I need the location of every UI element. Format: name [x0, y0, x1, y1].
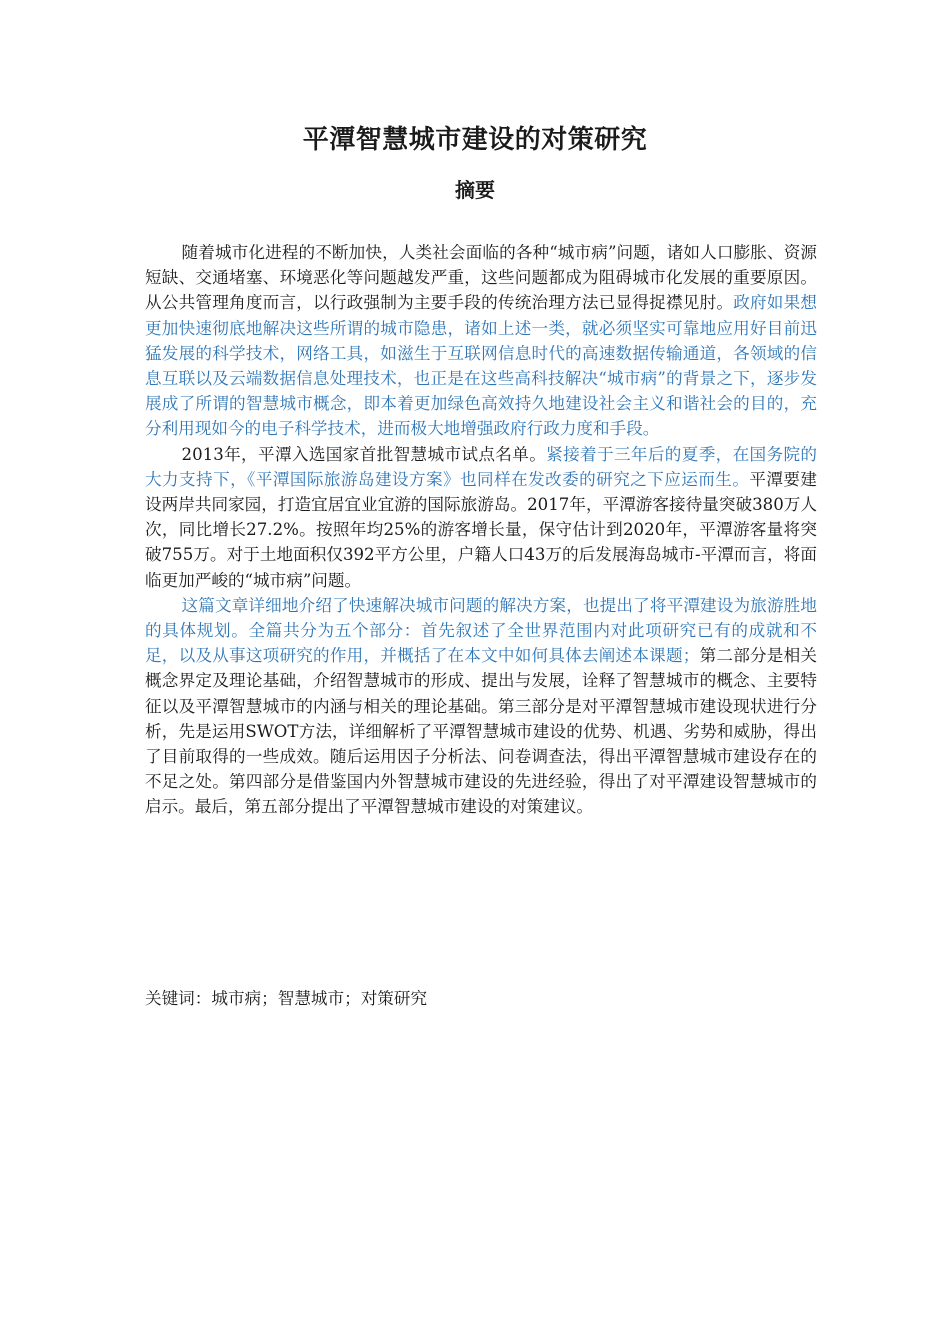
abstract-body [145, 240, 817, 820]
paragraph-text: 2013年，平潭入选国家首批智慧城市试点名单。 [181, 444, 547, 464]
paragraph-text: 平潭要建设两岸共同家园，打造宜居宜业宜游的国际旅游岛。2017年，平潭游客接待量突破380万人次，同比增长27.2%。按照年均25%的游客增长量，保守估计到2020年，平潭游客量将突破755万。对于土地面积仅392平方公里，户籍人口43万的后发展海岛城市-平潭而言，将面临更加严峻的“城市病”问题。 [145, 469, 818, 590]
highlighted-text: 这篇文章详细地介绍了快速解决城市问题的解决方案，也提出了将平潭建设为旅游胜地的具体规划。全篇共分为五个部分：首先叙述了全世界范围内对此项研究已有的成就和不足，以及从事这项研究的作用，并概括了在本文中如何具体去阐述本课题； [145, 595, 817, 666]
abstract-paragraph-2 [145, 442, 817, 593]
highlighted-text: 政府如果想更加快速彻底地解决这些所谓的城市隐患，诸如上述一类，就必须坚实可靠地应用好目前迅猛发展的科学技术，网络工具，如滋生于互联网信息时代的高速数据传输通道，各领域的信息互联以及云端数据信息处理技术，也正是在这些高科技解决“城市病”的背景之下，逐步发展成了所谓的智慧城市概念，即本着更加绿色高效持久地建设社会主义和谐社会的目的，充分利用现如今的电子科学技术，进而极大地增强政府行政力度和手段。 [145, 293, 818, 439]
paragraph-text: 随着城市化进程的不断加快，人类社会面临的各种“城市病”问题，诸如人口膨胀、资源短缺、交通堵塞、环境恶化等问题越发严重，这些问题都成为阻碍城市化发展的重要原因。从公共管理角度而言，以行政强制为主要手段的传统治理方法已显得捉襟见肘。 [145, 243, 817, 313]
keywords-line: 关键词：城市病；智慧城市；对策研究 [145, 989, 428, 1008]
abstract-heading: 摘要 [455, 178, 495, 202]
highlighted-text: 紧接着于三年后的夏季，在国务院的大力支持下，《平潭国际旅游岛建设方案》也同样在发改委的研究之下应运而生。 [145, 444, 817, 489]
document-title: 平潭智慧城市建设的对策研究 [302, 125, 648, 155]
paragraph-text: 第二部分是相关概念界定及理论基础，介绍智慧城市的形成、提出与发展，诠释了智慧城市的概念、主要特征以及平潭智慧城市的内涵与相关的理论基础。第三部分是对平潭智慧城市建设现状进行分析，先是运用SWOT方法，详细解析了平潭智慧城市建设的优势、机遇、劣势和威胁，得出了目前取得的一些成效。随后运用因子分析法、问卷调查法，得出平潭智慧城市建设存在的不足之处。第四部分是借鉴国内外智慧城市建设的先进经验，得出了对平潭建设智慧城市的启示。最后，第五部分提出了平潭智慧城市建设的对策建议。 [145, 646, 818, 817]
abstract-paragraph-1 [145, 240, 817, 442]
abstract-paragraph-3 [145, 593, 817, 820]
